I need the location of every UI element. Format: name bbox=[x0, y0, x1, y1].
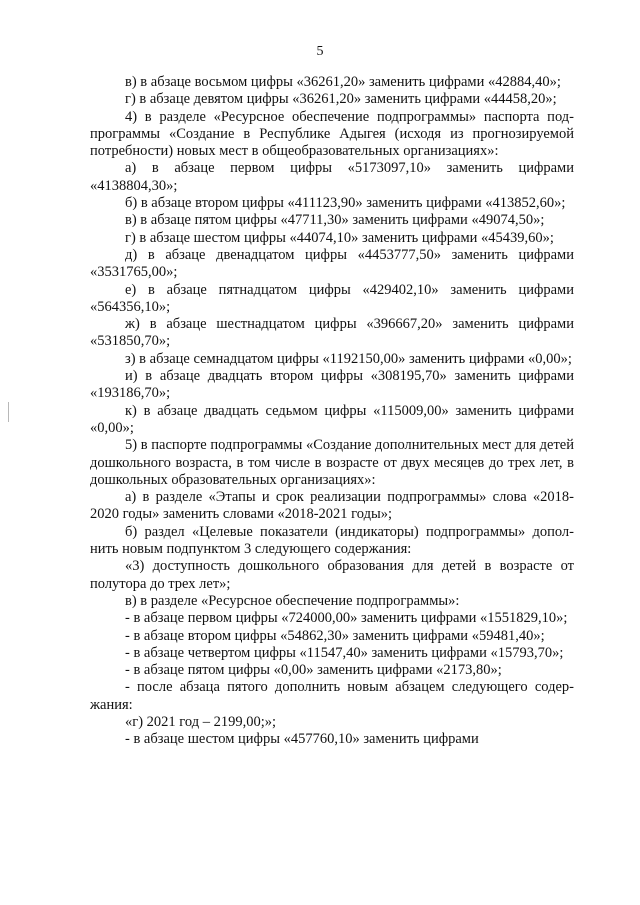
paragraph: в) в абзаце восьмом цифры «36261,20» заменить цифрами «42884,40»; bbox=[125, 74, 561, 90]
paragraph: «г) 2021 год – 2199,00;»; bbox=[125, 713, 277, 730]
paragraph: б) раздел «Целевые показатели (индикаторы) подпрограммы» дополнить новым подпунктом 3 следующего содержания: bbox=[90, 523, 574, 558]
paragraph: - в абзаце первом цифры «724000,00» заменить цифрами «1551829,10»; bbox=[125, 610, 568, 627]
paragraph: д) в абзаце двенадцатом цифры «4453777,50» заменить цифрами «3531765,00»; bbox=[90, 246, 574, 281]
document-body bbox=[90, 74, 574, 749]
paragraph: 5) в паспорте подпрограммы «Создание дополнительных мест для детей дошкольного возраста, в том числе в возрасте от двух месяцев до трех лет, в дошкольных образовательных организациях»: bbox=[90, 437, 574, 488]
paragraph: - после абзаца пятого дополнить новым абзацем следующего содержания: bbox=[90, 679, 574, 713]
paragraph: в) в разделе «Ресурсное обеспечение подпрограммы»: bbox=[125, 592, 460, 609]
paragraph: а) в разделе «Этапы и срок реализации подпрограммы» слова «2018-2020 годы» заменить словами «2018-2021 годы»; bbox=[90, 489, 574, 523]
paragraph: ж) в абзаце шестнадцатом цифры «396667,20» заменить цифрами «531850,70»; bbox=[90, 316, 574, 350]
paragraph: - в абзаце втором цифры «54862,30» заменить цифрами «59481,40»; bbox=[125, 627, 545, 644]
margin-mark bbox=[8, 402, 9, 422]
paragraph: в) в абзаце пятом цифры «47711,30» заменить цифрами «49074,50»; bbox=[125, 212, 545, 229]
paragraph: а) в абзаце первом цифры «5173097,10» заменить цифрами «4138804,30»; bbox=[90, 160, 574, 194]
paragraph: «3) доступность дошкольного образования для детей в возрасте от полутора до трех лет»; bbox=[90, 558, 574, 592]
paragraph: б) в абзаце втором цифры «411123,90» заменить цифрами «413852,60»; bbox=[125, 195, 566, 212]
paragraph: г) в абзаце шестом цифры «44074,10» заменить цифрами «45439,60»; bbox=[125, 229, 554, 246]
paragraph: - в абзаце пятом цифры «0,00» заменить цифрами «2173,80»; bbox=[125, 662, 502, 679]
paragraph: е) в абзаце пятнадцатом цифры «429402,10» заменить цифрами «564356,10»; bbox=[90, 281, 574, 315]
paragraph: з) в абзаце семнадцатом цифры «1192150,00» заменить цифрами «0,00»; bbox=[125, 350, 572, 367]
paragraph: - в абзаце четвертом цифры «11547,40» заменить цифрами «15793,70»; bbox=[125, 644, 564, 661]
page-number: 5 bbox=[316, 44, 324, 59]
paragraph: - в абзаце шестом цифры «457760,10» заменить цифрами bbox=[125, 731, 479, 748]
paragraph: 4) в разделе «Ресурсное обеспечение подпрограммы» паспорта подпрограммы «Создание в Республике Адыгея (исходя из прогнозируемой потребности) новых мест в общеобразовательных организациях»: bbox=[90, 108, 574, 160]
paragraph: к) в абзаце двадцать седьмом цифры «115009,00» заменить цифрами «0,00»; bbox=[90, 402, 574, 436]
paragraph: г) в абзаце девятом цифры «36261,20» заменить цифрами «44458,20»; bbox=[125, 91, 557, 108]
paragraph: и) в абзаце двадцать втором цифры «308195,70» заменить цифрами «193186,70»; bbox=[90, 368, 574, 402]
